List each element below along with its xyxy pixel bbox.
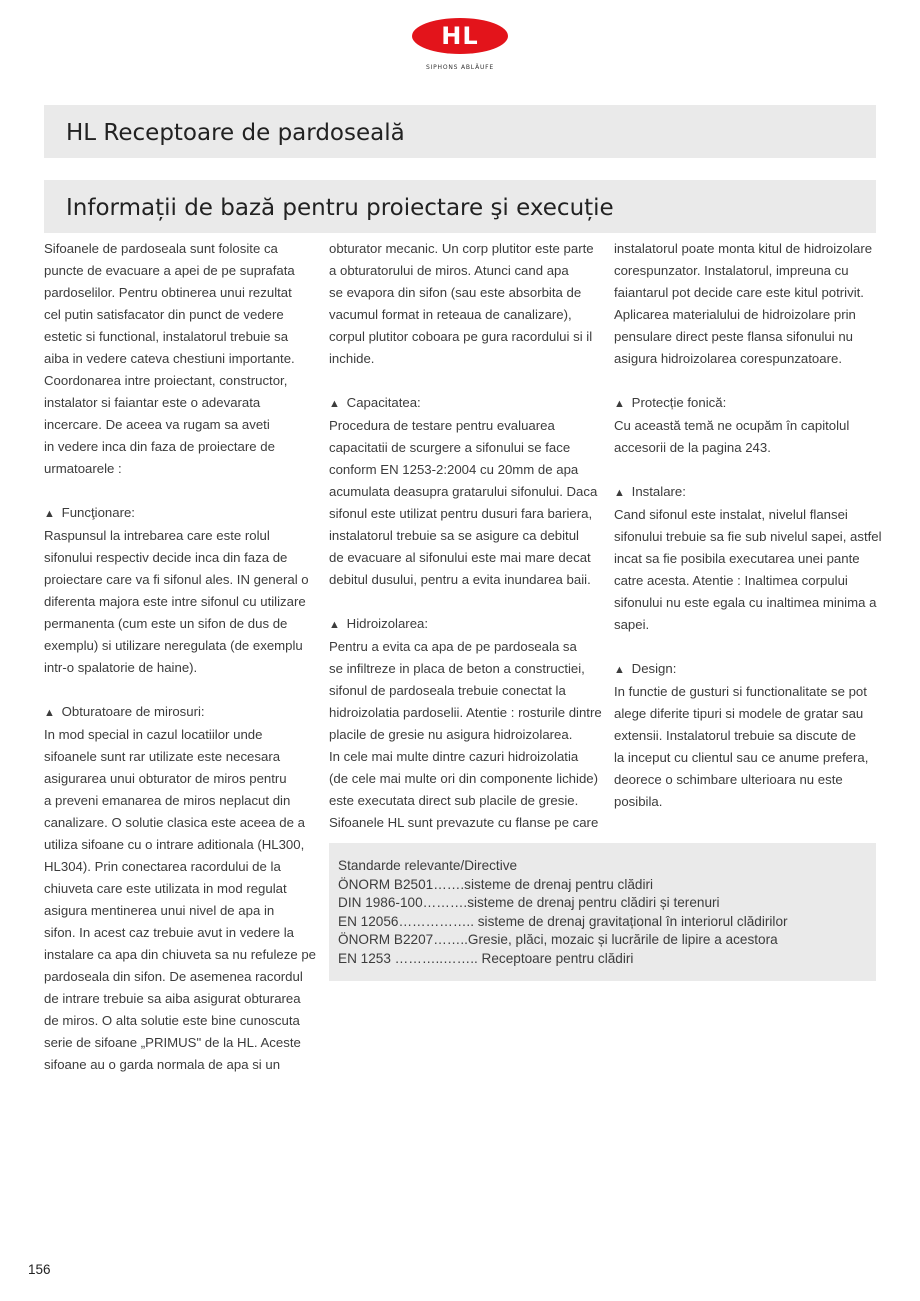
section-obturatoare bbox=[44, 701, 316, 1076]
text-line: permanenta (cum este un sifon de dus de bbox=[44, 616, 288, 631]
text-line: a preveni emanarea de miros neplacut din bbox=[44, 793, 291, 808]
text-line: de intrare trebuie sa aiba asigurat obturarea bbox=[44, 991, 301, 1006]
text-line: la inceput cu clientul sau ce anume prefera, bbox=[614, 750, 869, 765]
text-line: Procedura de testare pentru evaluarea bbox=[329, 418, 555, 433]
text-line: incercare. De aceea va rugam sa aveti bbox=[44, 417, 270, 432]
text-line: canalizare. O solutie clasica este aceea de a bbox=[44, 815, 305, 830]
text-line: Coordonarea intre proiectant, constructor, bbox=[44, 373, 288, 388]
text-line: Aplicarea materialului de hidroizolare prin bbox=[614, 307, 856, 322]
text-line: urmatoarele : bbox=[44, 461, 122, 476]
standards-title: Standarde relevante/Directive bbox=[338, 858, 518, 873]
text-line: asigura hidroizolarea corespunzatoare. bbox=[614, 351, 842, 366]
text-line: in vedere inca din faza de proiectare de bbox=[44, 439, 275, 454]
text-line: conform EN 1253-2:2004 cu 20mm de apa bbox=[329, 462, 579, 477]
section-heading: ▲ Protecție fonică: bbox=[614, 392, 876, 415]
text-line: sifon. In acest caz trebuie avut in vedere la bbox=[44, 925, 294, 940]
text-line: capacitatii de scurgere a sifonului se face bbox=[329, 440, 571, 455]
text-line: diferenta majora este intre sifonul cu utilizare bbox=[44, 594, 306, 609]
section-functionare bbox=[44, 502, 312, 679]
triangle-bullet-icon: ▲ bbox=[614, 398, 625, 410]
section-hidroizolarea bbox=[329, 613, 602, 834]
text-line: exemplu) si utilizare neregulata (de exemplu bbox=[44, 638, 303, 653]
text-line: incat sa fie posibila executarea unei pante bbox=[614, 551, 860, 566]
triangle-bullet-icon: ▲ bbox=[44, 508, 55, 520]
section-heading: ▲ Design: bbox=[614, 658, 876, 681]
text-line: sifonului respectiv decide inca din faza de bbox=[44, 550, 288, 565]
section-heading: ▲ Instalare: bbox=[614, 481, 876, 504]
text-line: Sifoanele HL sunt prevazute cu flanse pe care bbox=[329, 815, 599, 830]
standards-box bbox=[329, 843, 876, 981]
text-line: estetic si functional, instalatorul trebuie sa bbox=[44, 329, 289, 344]
text-line: sifoanele sunt rar utilizate este necesara bbox=[44, 749, 281, 764]
text-line: ÖNORM B2207……..Gresie, plăci, mozaic și lucrările de lipire a acestora bbox=[338, 932, 778, 947]
text-line: instalator si faiantar este o adevarata bbox=[44, 395, 261, 410]
obturatoare-continued bbox=[329, 238, 597, 370]
text-line: serie de sifoane „PRIMUS" de la HL. Aceste bbox=[44, 1035, 301, 1050]
text-line: Cand sifonul este instalat, nivelul flansei bbox=[614, 507, 848, 522]
text-line: de miros. O alta solutie este bine cunoscuta bbox=[44, 1013, 300, 1028]
text-line: deorece o schimbare ulterioara nu este bbox=[614, 772, 843, 787]
text-line: utiliza sifoane cu o intrare aditionala (HL300, bbox=[44, 837, 305, 852]
column-2 bbox=[329, 238, 602, 834]
column-1 bbox=[44, 238, 316, 1076]
logo-mark bbox=[412, 18, 508, 54]
text-line: sifonul de pardoseala trebuie conectat la bbox=[329, 683, 566, 698]
text-line: EN 12056…………….. sisteme de drenaj gravitațional în interiorul clădirilor bbox=[338, 913, 788, 929]
text-line: alege diferite tipuri si modele de gratar sau bbox=[614, 706, 864, 721]
triangle-bullet-icon: ▲ bbox=[329, 619, 340, 631]
text-line: Sifoanele de pardoseala sunt folosite ca bbox=[44, 241, 278, 256]
page-subtitle: Informații de bază pentru proiectare şi execuție bbox=[66, 195, 614, 221]
text-line: In cele mai multe dintre cazuri hidroizolatia bbox=[329, 749, 579, 764]
text-line: In mod special in cazul locatiilor unde bbox=[44, 727, 263, 742]
title-band bbox=[44, 105, 876, 158]
standards-list bbox=[338, 876, 866, 969]
intro-paragraph bbox=[44, 238, 312, 480]
text-line: acumulata deasupra gratarului sifonului. Daca bbox=[329, 484, 598, 499]
text-line: (de cele mai multe ori din componente lichide) bbox=[329, 771, 599, 786]
text-line: pardoseala din sifon. De asemenea racordul bbox=[44, 969, 303, 984]
text-line: instalatorul trebuie sa se asigure ca debitul bbox=[329, 528, 579, 543]
text-line: sifonului trebuie sa fie sub nivelul sapei, astfel bbox=[614, 529, 882, 544]
text-line: asigura mentinerea unui nivel de apa in bbox=[44, 903, 275, 918]
hidroizolarea-continued bbox=[614, 238, 876, 370]
text-line: debitul dusului, pentru a evita inundarea baii. bbox=[329, 572, 591, 587]
text-line: catre acesta. Atentie : Inaltimea corpului bbox=[614, 573, 848, 588]
text-line: se evapora din sifon (sau este absorbita de bbox=[329, 285, 582, 300]
text-line: sapei. bbox=[614, 617, 650, 632]
text-line: corespunzator. Instalatorul, impreuna cu bbox=[614, 263, 849, 278]
text-line: inchide. bbox=[329, 351, 375, 366]
text-line: pardoselilor. Pentru obtinerea unui rezultat bbox=[44, 285, 292, 300]
text-line: pensulare direct peste flansa sifonului nu bbox=[614, 329, 853, 344]
text-line: Raspunsul la intrebarea care este rolul bbox=[44, 528, 270, 543]
text-line: instalare ca apa din chiuveta sa nu refuleze pe bbox=[44, 947, 316, 962]
text-line: chiuveta care este utilizata in mod regulat bbox=[44, 881, 287, 896]
text-line: obturator mecanic. Un corp plutitor este parte bbox=[329, 241, 594, 256]
text-line: proiectare care va fi sifonul ales. IN general o bbox=[44, 572, 309, 587]
section-instalare bbox=[614, 481, 882, 636]
text-line: Cu această temă ne ocupăm în capitolul bbox=[614, 418, 850, 433]
text-line: sifonului nu este egala cu inaltimea minima a bbox=[614, 595, 877, 610]
text-line: vacumul format in reteaua de canalizare), bbox=[329, 307, 572, 322]
column-3 bbox=[614, 238, 882, 813]
text-line: HL304). Prin conectarea racordului de la bbox=[44, 859, 281, 874]
text-line: intr-o spalatorie de haine). bbox=[44, 660, 198, 675]
logo-mark-text: HL bbox=[441, 22, 479, 50]
section-heading: ▲ Obturatoare de mirosuri: bbox=[44, 701, 312, 724]
text-line: EN 1253 ………..…….. Receptoare pentru clădiri bbox=[338, 950, 634, 966]
text-line: sifoane au o garda normala de apa si un bbox=[44, 1057, 281, 1072]
triangle-bullet-icon: ▲ bbox=[614, 487, 625, 499]
section-heading: ▲ Hidroizolarea: bbox=[329, 613, 597, 636]
page-number: 156 bbox=[28, 1262, 51, 1277]
text-line: posibila. bbox=[614, 794, 663, 809]
text-line: ÖNORM B2501…….sisteme de drenaj pentru clădiri bbox=[338, 876, 654, 892]
section-heading: ▲ Capacitatea: bbox=[329, 392, 597, 415]
text-line: faiantarul pot decide care este kitul potrivit. bbox=[614, 285, 864, 300]
text-line: a obturatorului de miros. Atunci cand apa bbox=[329, 263, 569, 278]
text-line: instalatorul poate monta kitul de hidroizolare bbox=[614, 241, 873, 256]
brand-logo bbox=[0, 18, 920, 71]
section-design bbox=[614, 658, 876, 813]
text-line: se infiltreze in placa de beton a constructiei, bbox=[329, 661, 585, 676]
triangle-bullet-icon: ▲ bbox=[329, 398, 340, 410]
text-line: In functie de gusturi si functionalitate se pot bbox=[614, 684, 867, 699]
subtitle-band bbox=[44, 180, 876, 233]
text-line: extensii. Instalatorul trebuie sa discute de bbox=[614, 728, 856, 743]
text-line: sifonul este utilizat pentru dusuri fara bariera, bbox=[329, 506, 593, 521]
text-line: hidroizolatia pardoselii. Atentie : rosturile dintre bbox=[329, 705, 602, 720]
triangle-bullet-icon: ▲ bbox=[44, 707, 55, 719]
logo-subtitle: SIPHONS ABLÄUFE bbox=[425, 64, 495, 71]
text-line: DIN 1986-100……….sisteme de drenaj pentru clădiri și terenuri bbox=[338, 895, 720, 910]
text-line: de evacuare al sifonului este mai mare decat bbox=[329, 550, 591, 565]
text-line: aiba in vedere cateva chestiuni importante. bbox=[44, 351, 295, 366]
text-line: puncte de evacuare a apei de pe suprafata bbox=[44, 263, 295, 278]
text-line: placile de gresie nu asigura hidroizolarea. bbox=[329, 727, 573, 742]
page-title: HL Receptoare de pardoseală bbox=[66, 120, 405, 146]
text-line: cel putin satisfacator din punct de vedere bbox=[44, 307, 284, 322]
triangle-bullet-icon: ▲ bbox=[614, 664, 625, 676]
section-capacitatea bbox=[329, 392, 597, 591]
text-line: corpul plutitor coboara pe gura racordului si il bbox=[329, 329, 593, 344]
text-line: este executata direct sub placile de gresie. bbox=[329, 793, 579, 808]
text-line: Pentru a evita ca apa de pe pardoseala sa bbox=[329, 639, 577, 654]
text-line: accesorii de la pagina 243. bbox=[614, 440, 771, 455]
section-heading: ▲ Funcţionare: bbox=[44, 502, 312, 525]
section-protectie bbox=[614, 392, 876, 459]
text-line: asigurarea unui obturator de miros pentru bbox=[44, 771, 287, 786]
